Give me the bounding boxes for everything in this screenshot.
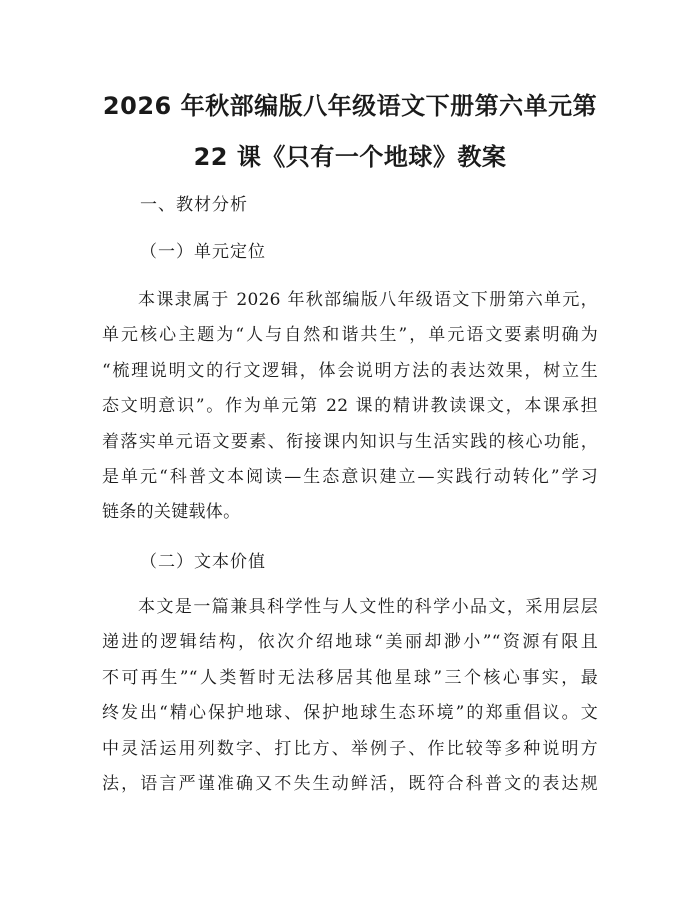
- subsection-heading-text-value: （二）文本价值: [140, 552, 266, 572]
- paragraph-line: 着落实单元语文要素、衔接课内知识与生活实践的核心功能，: [102, 431, 598, 452]
- paragraph-text-value: [102, 590, 598, 802]
- paragraph-line: 中灵活运用列数字、打比方、举例子、作比较等多种说明方: [102, 738, 598, 759]
- paragraph-line: 本文是一篇兼具科学性与人文性的科学小品文，采用层层: [138, 597, 598, 617]
- subsection-heading-unit-positioning: （一）单元定位: [140, 242, 266, 262]
- paragraph-line: 递进的逻辑结构，依次介绍地球“美丽却渺小”“资源有限且: [102, 632, 598, 653]
- paragraph-line: 法，语言严谨准确又不失生动鲜活，既符合科普文的表达规: [102, 773, 598, 794]
- paragraph-line: “梳理说明文的行文逻辑，体会说明方法的表达效果，树立生: [102, 360, 598, 381]
- paragraph-line: 本课隶属于 2026 年秋部编版八年级语文下册第六单元，: [138, 290, 598, 310]
- paragraph-line: 链条的关键载体。: [102, 502, 241, 523]
- paragraph-line: 态文明意识”。作为单元第 22 课的精讲教读课文，本课承担: [102, 396, 598, 417]
- paragraph-line: 终发出“精心保护地球、保护地球生态环境”的郑重倡议。文: [102, 703, 598, 724]
- document-title-line-2: 22 课《只有一个地球》教案: [193, 143, 507, 171]
- paragraph-line: 是单元“科普文本阅读—生态意识建立—实践行动转化”学习: [102, 466, 598, 487]
- section-heading-teaching-material-analysis: 一、教材分析: [140, 195, 248, 215]
- document-title-line-1: 2026 年秋部编版八年级语文下册第六单元第: [102, 92, 598, 120]
- paragraph-line: 单元核心主题为“人与自然和谐共生”，单元语文要素明确为: [102, 325, 598, 346]
- paragraph-unit-positioning: [102, 283, 598, 531]
- paragraph-line: 不可再生”“人类暂时无法移居其他星球”三个核心事实，最: [102, 667, 598, 688]
